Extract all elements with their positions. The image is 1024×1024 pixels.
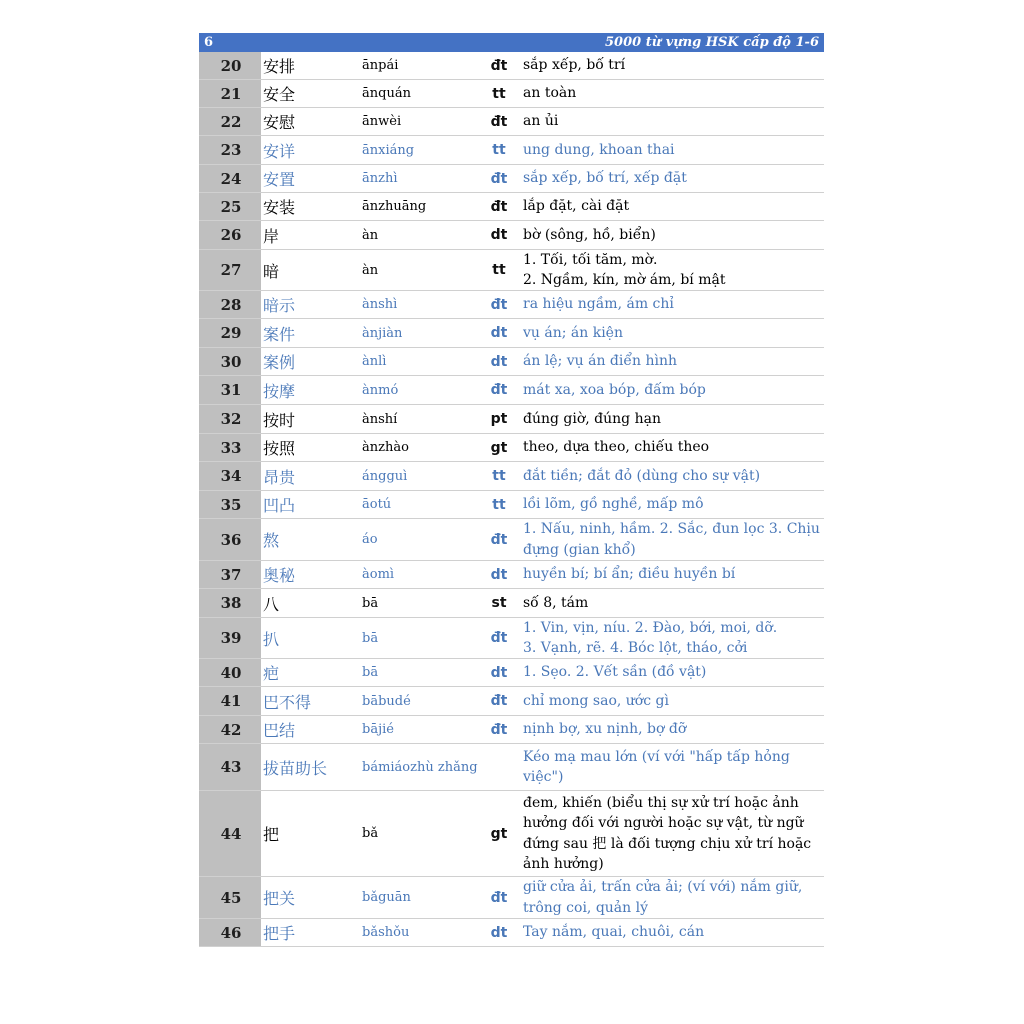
pinyin: bā [362, 665, 379, 680]
pinyin: bámiáozhù zhǎng [362, 759, 478, 775]
hanzi-word: 安全 [263, 85, 296, 104]
pinyin: àomì [362, 567, 395, 582]
meaning: vụ án; án kiện [523, 324, 623, 341]
table-row [199, 80, 824, 108]
entry-number: 22 [199, 108, 261, 135]
table-row [199, 291, 824, 319]
entry-number: 33 [199, 434, 261, 461]
table-row [199, 659, 824, 687]
hanzi-word: 把手 [263, 924, 296, 943]
table-row [199, 462, 824, 491]
entry-number: 24 [199, 165, 261, 192]
table-row [199, 687, 824, 716]
table-row [199, 618, 824, 659]
hanzi-word: 暗 [263, 261, 280, 281]
pinyin: ángguì [362, 468, 408, 484]
meaning: 1. Sẹo. 2. Vết sần (đồ vật) [523, 664, 707, 681]
hanzi-word: 按时 [263, 410, 296, 430]
meaning: sắp xếp, bố trí [523, 57, 626, 74]
part-of-speech: dt [490, 664, 508, 681]
pinyin: ànzhào [362, 440, 409, 455]
dictionary-page [199, 33, 824, 947]
meaning: nịnh bợ, xu nịnh, bợ đỡ [523, 721, 687, 738]
pinyin: ànshí [362, 411, 398, 427]
entry-number: 36 [199, 519, 261, 560]
entry-number: 32 [199, 405, 261, 433]
meaning: chỉ mong sao, ước gì [523, 692, 669, 709]
hanzi-word: 凹凸 [263, 496, 296, 515]
hanzi-word: 岸 [263, 226, 280, 246]
meaning: số 8, tám [523, 594, 589, 611]
entry-number: 34 [199, 462, 261, 490]
pinyin: bābudé [362, 693, 411, 709]
meaning: mát xa, xoa bóp, đấm bóp [523, 381, 706, 398]
table-row [199, 589, 824, 618]
table-row [199, 434, 824, 462]
table-row [199, 519, 824, 561]
pinyin: ānquán [362, 86, 411, 101]
table-row [199, 491, 824, 519]
part-of-speech: gt [490, 825, 508, 842]
hanzi-word: 昂贵 [263, 467, 296, 487]
table-row [199, 165, 824, 193]
part-of-speech: đt [490, 531, 508, 548]
entry-number: 46 [199, 919, 261, 946]
part-of-speech: tt [492, 142, 506, 158]
part-of-speech: dt [490, 227, 508, 243]
part-of-speech: tt [492, 496, 506, 513]
meaning: lồi lõm, gồ nghề, mấp mô [523, 496, 704, 513]
table-row [199, 716, 824, 744]
part-of-speech: dt [490, 924, 508, 941]
table-row [199, 319, 824, 348]
pinyin: ànlì [362, 354, 387, 369]
entry-number: 30 [199, 348, 261, 375]
meaning: đắt tiền; đắt đỏ (dùng cho sự vật) [523, 467, 761, 484]
pinyin: ānxiáng [362, 142, 415, 158]
pinyin: ānwèi [362, 114, 402, 129]
page-number: 6 [204, 35, 214, 50]
table-row [199, 348, 824, 376]
meaning: đúng giờ, đúng hạn [523, 410, 661, 427]
table-row [199, 108, 824, 136]
part-of-speech: tt [492, 262, 506, 278]
pinyin: bā [362, 595, 379, 611]
part-of-speech: dt [490, 353, 508, 370]
part-of-speech: tt [492, 85, 506, 102]
meaning: ung dung, khoan thai [523, 141, 675, 158]
table-row [199, 877, 824, 919]
meaning: theo, dựa theo, chiếu theo [523, 439, 710, 456]
vocabulary-table [199, 52, 824, 947]
table-row [199, 52, 824, 80]
hanzi-word: 疤 [263, 664, 280, 683]
hanzi-word: 把 [263, 825, 280, 844]
meaning: 1. Nấu, ninh, hầm. 2. Sắc, đun lọc 3. Chịu đựng (gian khổ) [523, 521, 820, 558]
hanzi-word: 按摩 [263, 381, 296, 401]
hanzi-word: 安置 [263, 170, 296, 189]
pinyin: ānzhuāng [362, 199, 427, 214]
table-row [199, 744, 824, 791]
part-of-speech: đt [490, 113, 508, 130]
entry-number: 38 [199, 589, 261, 617]
entry-number: 44 [199, 791, 261, 876]
pinyin: ānzhì [362, 171, 398, 186]
part-of-speech: đt [490, 889, 508, 906]
table-row [199, 136, 824, 165]
pinyin: àn [362, 227, 379, 243]
pinyin: ànjiàn [362, 325, 403, 341]
table-row [199, 919, 824, 947]
hanzi-word: 奥秘 [263, 566, 296, 585]
part-of-speech: đt [490, 721, 508, 738]
hanzi-word: 安排 [263, 57, 296, 76]
entry-number: 42 [199, 716, 261, 743]
hanzi-word: 暗示 [263, 296, 296, 315]
entry-number: 39 [199, 618, 261, 658]
part-of-speech: đt [490, 198, 508, 215]
meaning: an toàn [523, 85, 577, 102]
meaning: án lệ; vụ án điển hình [523, 353, 677, 370]
page-header [199, 33, 824, 52]
table-row [199, 250, 824, 291]
entry-number: 43 [199, 744, 261, 790]
meaning: lắp đặt, cài đặt [523, 198, 630, 215]
meaning: sắp xếp, bố trí, xếp đặt [523, 170, 687, 187]
entry-number: 28 [199, 291, 261, 318]
part-of-speech: pt [490, 411, 508, 427]
hanzi-word: 安详 [263, 141, 296, 161]
hanzi-word: 案件 [263, 324, 296, 344]
pinyin: bā [362, 630, 379, 646]
part-of-speech: đt [490, 170, 508, 187]
hanzi-word: 安装 [263, 198, 296, 217]
pinyin: bǎshǒu [362, 925, 410, 940]
part-of-speech: st [491, 595, 507, 611]
table-row [199, 405, 824, 434]
page-title: 5000 từ vựng HSK cấp độ 1-6 [605, 35, 819, 50]
pinyin: àn [362, 262, 379, 278]
entry-number: 41 [199, 687, 261, 715]
hanzi-word: 巴不得 [263, 692, 312, 712]
part-of-speech: đt [490, 296, 508, 313]
hanzi-word: 扒 [263, 629, 280, 649]
part-of-speech: đt [490, 57, 508, 74]
entry-number: 20 [199, 52, 261, 79]
hanzi-word: 熬 [263, 531, 280, 550]
entry-number: 27 [199, 250, 261, 290]
part-of-speech: đt [490, 382, 508, 398]
entry-number: 21 [199, 80, 261, 107]
pinyin: bājié [362, 722, 394, 737]
entry-number: 40 [199, 659, 261, 686]
hanzi-word: 案例 [263, 353, 296, 372]
hanzi-word: 巴结 [263, 721, 296, 740]
pinyin: ānpái [362, 58, 399, 73]
meaning: bờ (sông, hồ, biển) [523, 226, 656, 243]
pinyin: áo [362, 532, 378, 547]
part-of-speech: đt [490, 630, 508, 646]
pinyin: ànmó [362, 382, 399, 398]
part-of-speech: dt [490, 325, 508, 341]
part-of-speech: đt [490, 693, 508, 709]
entry-number: 31 [199, 376, 261, 404]
entry-number: 26 [199, 221, 261, 249]
part-of-speech: dt [490, 566, 508, 583]
meaning: Tay nắm, quai, chuôi, cán [523, 924, 705, 941]
pinyin: āotú [362, 497, 392, 512]
table-row [199, 376, 824, 405]
hanzi-word: 安慰 [263, 113, 296, 132]
table-row [199, 561, 824, 589]
meaning: an ủi [523, 113, 559, 130]
table-row [199, 221, 824, 250]
part-of-speech: gt [490, 439, 508, 456]
pinyin: ànshì [362, 297, 398, 312]
entry-number: 35 [199, 491, 261, 518]
entry-number: 25 [199, 193, 261, 220]
meaning: giữ cửa ải, trấn cửa ải; (ví với) nắm giữ, trông coi, quản lý [523, 879, 803, 916]
hanzi-word: 拔苗助长 [263, 758, 328, 778]
entry-number: 37 [199, 561, 261, 588]
part-of-speech: tt [492, 468, 506, 484]
entry-number: 29 [199, 319, 261, 347]
hanzi-word: 把关 [263, 889, 296, 908]
meaning: ra hiệu ngầm, ám chỉ [523, 296, 674, 313]
meaning: 1. Vin, vịn, níu. 2. Đào, bới, moi, dỡ. 3. Vạnh, rẽ. 4. Bóc lột, tháo, cởi [523, 619, 778, 656]
hanzi-word: 按照 [263, 439, 296, 458]
pinyin: bǎguān [362, 890, 411, 905]
table-row [199, 791, 824, 877]
meaning: huyền bí; bí ẩn; điều huyền bí [523, 566, 736, 583]
pinyin: bǎ [362, 826, 379, 841]
hanzi-word: 八 [263, 594, 280, 614]
part-of-speech [481, 744, 517, 790]
table-row [199, 193, 824, 221]
entry-number: 45 [199, 877, 261, 918]
entry-number: 23 [199, 136, 261, 164]
meaning: Kéo mạ mau lớn (ví với "hấp tấp hỏng việc") [523, 748, 790, 785]
meaning: 1. Tối, tối tăm, mờ. 2. Ngầm, kín, mờ ám, bí mật [523, 251, 726, 288]
meaning: đem, khiến (biểu thị sự xử trí hoặc ảnh hưởng đối với người hoặc sự vật, từ ngữ đứng sau 把 là đối tượng chịu xử trí hoặc ảnh hưởng) [523, 794, 812, 872]
